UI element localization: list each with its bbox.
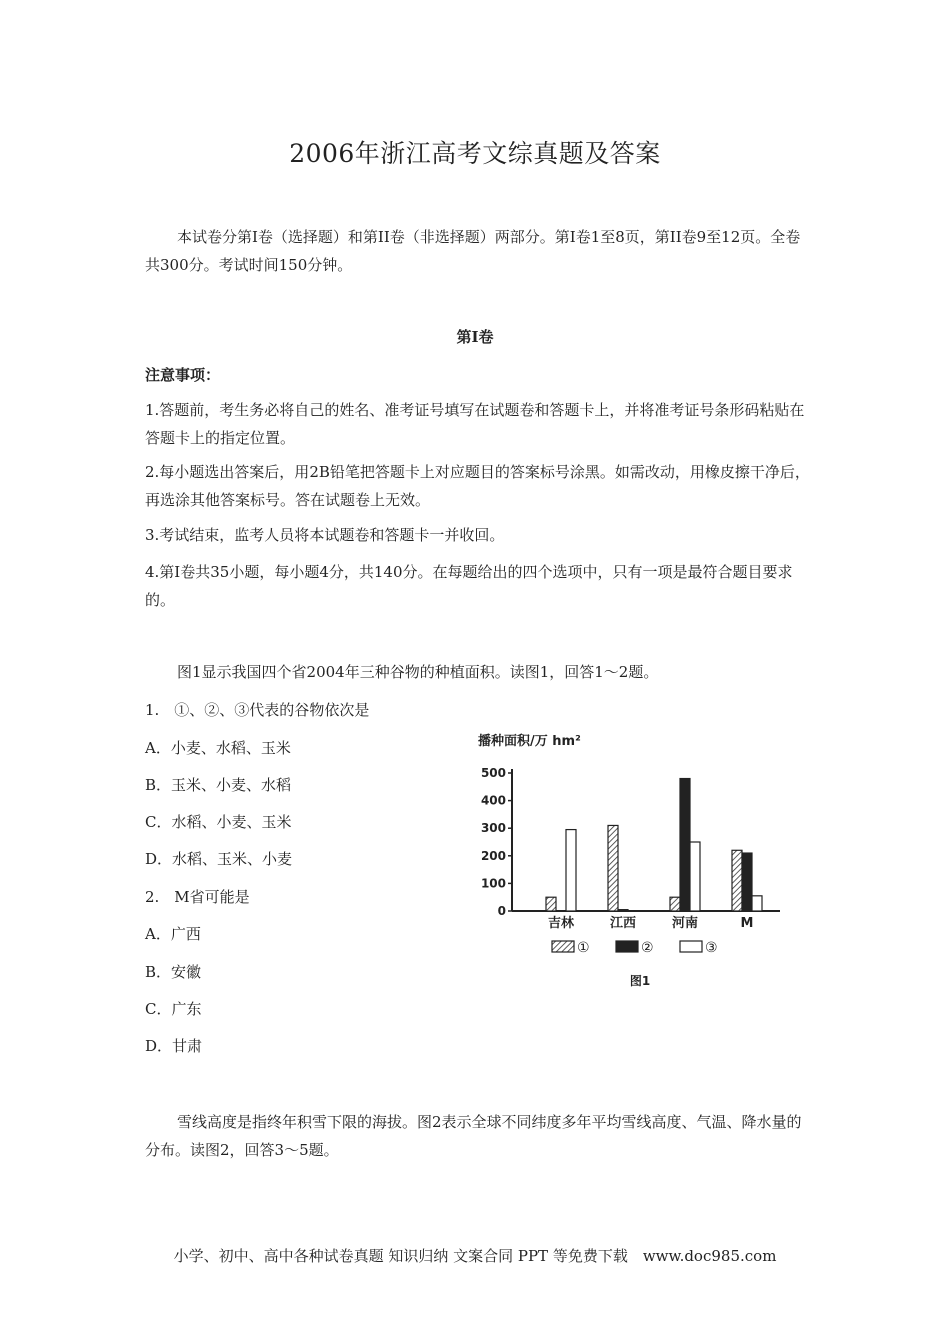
notice-item-4: 4.第I卷共35小题，每小题4分，共140分。在每题给出的四个选项中，只有一项是最符合题目要求的。 <box>145 563 793 609</box>
notice-item-2: 2.每小题选出答案后，用2B铅笔把答题卡上对应题目的答案标号涂黑。如需改动，用橡皮擦干净后，再选涂其他答案标号。答在试题卷上无效。 <box>145 463 810 509</box>
chart-bar <box>732 850 742 911</box>
chart-bar <box>680 779 690 911</box>
page-footer: 小学、初中、高中各种试卷真题 知识归纳 文案合同 PPT 等免费下载 www.doc985.com <box>173 1247 777 1265</box>
chart-y-tick-label: 200 <box>480 848 506 863</box>
chart-y-tick-label: 500 <box>480 766 506 780</box>
chart-bar <box>566 830 576 911</box>
chart-y-tick-label: 400 <box>480 793 506 808</box>
chart-legend-label: ① <box>577 940 590 956</box>
chart-category-label: M <box>740 916 754 931</box>
chart-bar <box>618 910 628 911</box>
question-2-option-a: A．广西 <box>145 925 201 943</box>
chart-legend-swatch <box>680 941 702 952</box>
intro-paragraph: 本试卷分第I卷（选择题）和第II卷（非选择题）两部分。第I卷1至8页，第II卷9至12页。全卷共300分。考试时间150分钟。 <box>145 228 801 274</box>
chart-legend-swatch <box>552 941 574 952</box>
chart-y-tick-label: 300 <box>480 821 506 836</box>
question-1-option-b: B．玉米、小麦、水稻 <box>145 776 292 794</box>
chart-bar <box>742 853 752 911</box>
chart-bar <box>670 897 680 911</box>
crop-area-bar-chart <box>460 725 800 995</box>
chart-y-tick-label: 0 <box>497 904 506 918</box>
figure-intro: 图1显示我国四个省2004年三种谷物的种植面积。读图1，回答1～2题。 <box>177 663 659 681</box>
chart-bar <box>752 896 762 911</box>
question-2-option-c: C．广东 <box>145 1000 202 1018</box>
chart-ylabel: 播种面积/万 hm² <box>478 734 581 749</box>
page-title: 2006年浙江高考文综真题及答案 <box>289 139 661 168</box>
notice-item-1: 1.答题前，考生务必将自己的姓名、准考证号填写在试题卷和答题卡上，并将准考证号条形码粘贴在答题卡上的指定位置。 <box>145 401 805 447</box>
chart-legend-label: ② <box>641 940 654 956</box>
question-2-option-d: D．甘肃 <box>145 1037 203 1055</box>
chart-category-label: 江西 <box>609 916 637 931</box>
notice-item-3: 3.考试结束，监考人员将本试题卷和答题卡一并收回。 <box>145 526 505 544</box>
chart-y-tick-label: 100 <box>480 876 506 891</box>
question-2-option-b: B．安徽 <box>145 963 202 981</box>
chart-category-label: 吉林 <box>547 916 575 931</box>
chart-bar <box>690 842 700 911</box>
section-title: 第I卷 <box>456 328 494 346</box>
chart-legend-label: ③ <box>705 940 718 956</box>
chart-bar <box>546 897 556 911</box>
chart-category-label: 河南 <box>671 916 699 931</box>
question-1-option-a: A．小麦、水稻、玉米 <box>145 739 291 757</box>
chart-caption: 图1 <box>629 974 651 988</box>
chart-bar <box>608 825 618 911</box>
question-1-option-d: D．水稻、玉米、小麦 <box>145 850 293 868</box>
snowline-intro: 雪线高度是指终年积雪下限的海拔。图2表示全球不同纬度多年平均雪线高度、气温、降水量的分布。读图2，回答3～5题。 <box>145 1113 802 1159</box>
question-2-stem: 2. M省可能是 <box>145 888 250 906</box>
question-1-stem: 1. ①、②、③代表的谷物依次是 <box>145 701 370 719</box>
question-1-option-c: C．水稻、小麦、玉米 <box>145 813 292 831</box>
notice-heading: 注意事项： <box>145 366 221 384</box>
chart-legend-swatch <box>616 941 638 952</box>
